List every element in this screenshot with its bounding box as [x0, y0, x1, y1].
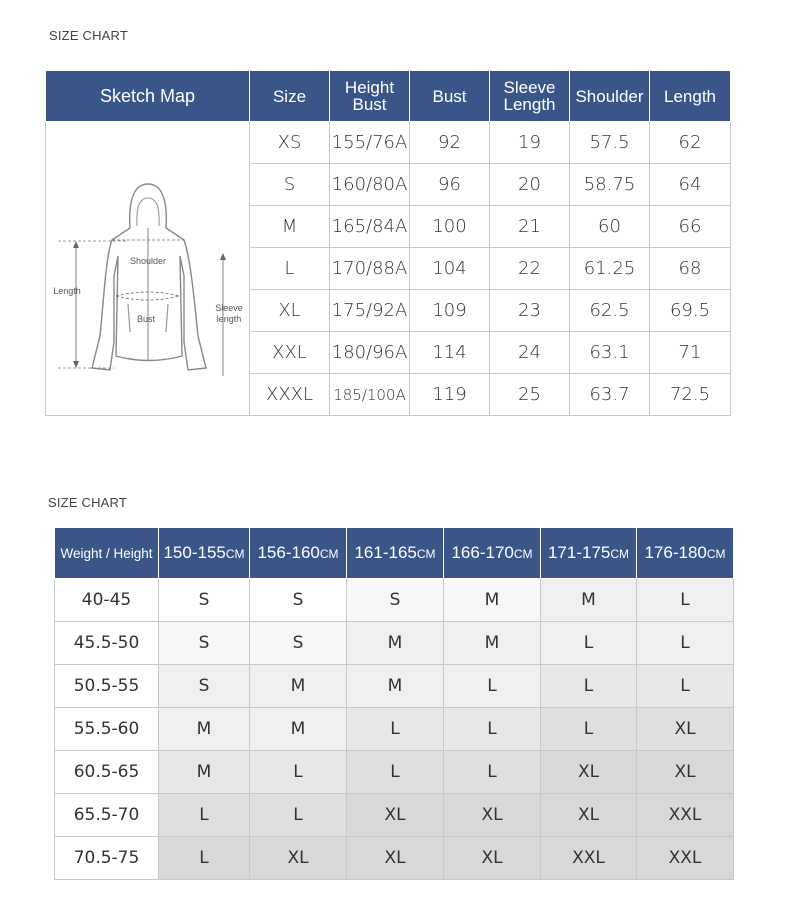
height-range-value: 150-155	[163, 542, 226, 562]
cell-recommended-size: L	[541, 622, 637, 665]
header-sleeve-line2: Length	[503, 95, 556, 114]
cell-recommended-size: S	[250, 579, 347, 622]
size-chart-title: SIZE CHART	[49, 28, 129, 43]
cell-recommended-size: L	[637, 622, 734, 665]
cell-recommended-size: L	[637, 579, 734, 622]
cell-height: 175/92A	[330, 290, 410, 332]
cell-recommended-size: XL	[444, 794, 541, 837]
cell-sleeve: 19	[490, 122, 570, 164]
height-range-value: 171-175	[547, 542, 611, 562]
header-height	[330, 71, 410, 122]
fit-table-row	[55, 708, 734, 751]
cell-bust: 104	[410, 248, 490, 290]
cell-bust: 109	[410, 290, 490, 332]
fit-table-row	[55, 579, 734, 622]
cell-size: XL	[250, 290, 330, 332]
cell-recommended-size: L	[347, 708, 444, 751]
cell-recommended-size: L	[541, 708, 637, 751]
cell-recommended-size: L	[444, 708, 541, 751]
cell-recommended-size: S	[159, 622, 250, 665]
jacket-body-outline	[92, 228, 206, 370]
cell-recommended-size: S	[250, 622, 347, 665]
cell-length: 72.5	[650, 374, 731, 416]
cell-recommended-size: M	[347, 622, 444, 665]
cell-sleeve: 25	[490, 374, 570, 416]
height-range-unit: CM	[610, 546, 630, 561]
cell-weight-range: 40-45	[55, 579, 159, 622]
cell-height: 170/88A	[330, 248, 410, 290]
cell-size: XXL	[250, 332, 330, 374]
cell-shoulder: 58.75	[570, 164, 650, 206]
cell-recommended-size: XL	[541, 794, 637, 837]
cell-weight-range: 55.5-60	[55, 708, 159, 751]
header-size: Size	[250, 71, 330, 122]
cell-recommended-size: L	[541, 665, 637, 708]
header-weight-height: Weight / Height	[55, 528, 159, 579]
header-height-range	[347, 528, 444, 579]
cell-size: L	[250, 248, 330, 290]
cell-recommended-size: XL	[637, 708, 734, 751]
cell-size: S	[250, 164, 330, 206]
cell-sleeve: 23	[490, 290, 570, 332]
cell-length: 66	[650, 206, 731, 248]
cell-height: 180/96A	[330, 332, 410, 374]
cell-recommended-size: L	[637, 665, 734, 708]
header-height-line2: Bust	[352, 95, 387, 114]
height-range-unit: CM	[416, 546, 436, 561]
cell-height: 160/80A	[330, 164, 410, 206]
jacket-hood	[129, 184, 166, 228]
cell-shoulder: 62.5	[570, 290, 650, 332]
header-height-range	[637, 528, 734, 579]
cell-size: XXXL	[250, 374, 330, 416]
cell-bust: 114	[410, 332, 490, 374]
cell-size: XS	[250, 122, 330, 164]
sketch-label-sleeve-2: length	[216, 314, 241, 324]
height-range-value: 161-165	[354, 542, 417, 562]
cell-sleeve: 22	[490, 248, 570, 290]
header-shoulder: Shoulder	[570, 71, 650, 122]
cell-recommended-size: XXL	[637, 794, 734, 837]
cell-height: 165/84A	[330, 206, 410, 248]
cell-recommended-size: M	[159, 751, 250, 794]
fit-table-row	[55, 622, 734, 665]
fit-chart-title: SIZE CHART	[48, 495, 128, 510]
cell-shoulder: 60	[570, 206, 650, 248]
cell-shoulder: 63.1	[570, 332, 650, 374]
cell-recommended-size: S	[159, 579, 250, 622]
cell-recommended-size: L	[250, 751, 347, 794]
cell-size: M	[250, 206, 330, 248]
height-range-unit: CM	[225, 546, 245, 561]
cell-sleeve: 24	[490, 332, 570, 374]
fit-table-header-row	[55, 528, 734, 579]
cell-recommended-size: XXL	[637, 837, 734, 880]
cell-recommended-size: M	[444, 579, 541, 622]
cell-shoulder: 57.5	[570, 122, 650, 164]
cell-recommended-size: M	[347, 665, 444, 708]
cell-weight-range: 45.5-50	[55, 622, 159, 665]
height-range-value: 176-180	[644, 542, 707, 562]
cell-shoulder: 61.25	[570, 248, 650, 290]
height-range-unit: CM	[319, 546, 339, 561]
cell-length: 68	[650, 248, 731, 290]
jacket-sketch-diagram	[48, 156, 248, 376]
header-height-range	[250, 528, 347, 579]
cell-recommended-size: M	[250, 708, 347, 751]
header-sketch-map: Sketch Map	[46, 71, 250, 122]
cell-height: 185/100A	[330, 374, 410, 416]
header-height-range	[541, 528, 637, 579]
cell-recommended-size: M	[250, 665, 347, 708]
weight-height-fit-table	[54, 527, 734, 880]
cell-recommended-size: L	[159, 837, 250, 880]
cell-recommended-size: L	[444, 665, 541, 708]
header-height-line1: Height	[344, 78, 395, 97]
fit-table-row	[55, 665, 734, 708]
cell-sleeve: 20	[490, 164, 570, 206]
cell-recommended-size: XL	[444, 837, 541, 880]
sketch-label-sleeve-1: Sleeve	[214, 303, 243, 313]
cell-bust: 96	[410, 164, 490, 206]
cell-recommended-size: M	[444, 622, 541, 665]
height-range-unit: CM	[513, 546, 533, 561]
cell-length: 62	[650, 122, 731, 164]
height-range-unit: CM	[706, 546, 726, 561]
fit-table-row	[55, 794, 734, 837]
size-table-header-row	[46, 71, 731, 122]
cell-recommended-size: XL	[347, 794, 444, 837]
cell-length: 71	[650, 332, 731, 374]
cell-recommended-size: L	[250, 794, 347, 837]
cell-recommended-size: M	[159, 708, 250, 751]
sketch-label-bust: Bust	[136, 314, 155, 324]
cell-weight-range: 65.5-70	[55, 794, 159, 837]
height-range-value: 156-160	[257, 542, 320, 562]
cell-weight-range: 60.5-65	[55, 751, 159, 794]
cell-recommended-size: L	[159, 794, 250, 837]
cell-bust: 100	[410, 206, 490, 248]
cell-recommended-size: XL	[250, 837, 347, 880]
cell-height: 155/76A	[330, 122, 410, 164]
sketch-map-cell	[46, 122, 250, 416]
cell-length: 69.5	[650, 290, 731, 332]
cell-weight-range: 70.5-75	[55, 837, 159, 880]
sketch-label-shoulder: Shoulder	[129, 256, 166, 266]
cell-recommended-size: L	[347, 751, 444, 794]
fit-table-row	[55, 751, 734, 794]
header-bust: Bust	[410, 71, 490, 122]
cell-recommended-size: XL	[347, 837, 444, 880]
cell-weight-range: 50.5-55	[55, 665, 159, 708]
cell-sleeve: 21	[490, 206, 570, 248]
cell-recommended-size: M	[541, 579, 637, 622]
size-measurement-table	[45, 70, 731, 416]
header-height-range	[159, 528, 250, 579]
cell-recommended-size: S	[159, 665, 250, 708]
header-sleeve-length	[490, 71, 570, 122]
cell-recommended-size: L	[444, 751, 541, 794]
cell-length: 64	[650, 164, 731, 206]
header-length: Length	[650, 71, 731, 122]
cell-recommended-size: S	[347, 579, 444, 622]
cell-recommended-size: XL	[541, 751, 637, 794]
size-table-row	[46, 122, 731, 164]
header-height-range	[444, 528, 541, 579]
sketch-label-length: Length	[52, 286, 81, 296]
cell-bust: 119	[410, 374, 490, 416]
fit-table-row	[55, 837, 734, 880]
height-range-value: 166-170	[451, 542, 514, 562]
cell-recommended-size: XL	[637, 751, 734, 794]
cell-bust: 92	[410, 122, 490, 164]
cell-recommended-size: XXL	[541, 837, 637, 880]
header-sleeve-line1: Sleeve	[503, 78, 556, 97]
cell-shoulder: 63.7	[570, 374, 650, 416]
